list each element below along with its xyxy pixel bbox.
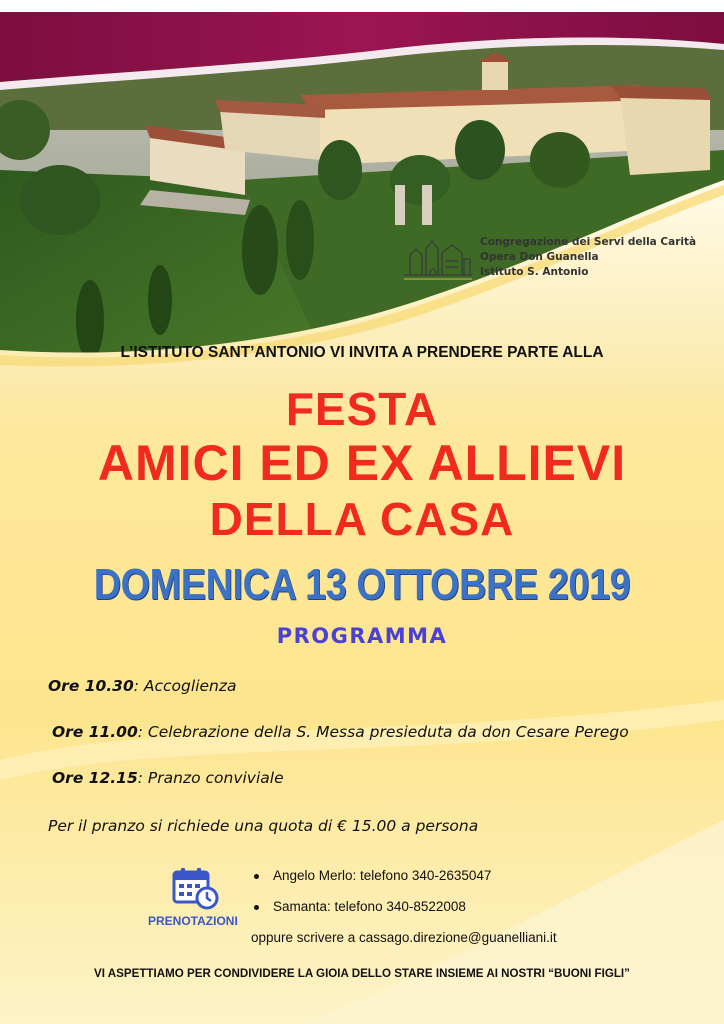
organization-line-1: Congregazione dei Servi della Carità	[480, 236, 697, 248]
program-item	[52, 723, 629, 741]
program-item	[48, 677, 237, 695]
event-date: DOMENICA 13 OTTOBRE 2019	[93, 560, 631, 609]
program-item-description: : Accoglienza	[133, 677, 237, 695]
program-item-description: : Pranzo conviviale	[137, 769, 284, 787]
event-title-line-2: AMICI ED EX ALLIEVI	[97, 435, 627, 491]
booking-label: PRENOTAZIONI	[148, 914, 238, 928]
program-item-description: : Celebrazione della S. Messa presieduta da don Cesare Perego	[137, 723, 629, 741]
program-heading: PROGRAMMA	[276, 624, 448, 648]
invite-text: L’ISTITUTO SANT’ANTONIO VI INVITA A PRENDERE PARTE ALLA	[120, 344, 604, 361]
program-item-time: Ore 12.15	[52, 769, 138, 787]
calendar-clock-icon	[171, 866, 219, 910]
program-item	[52, 769, 284, 787]
program-item-time: Ore 10.30	[48, 677, 134, 695]
organization-line-3: Istituto S. Antonio	[480, 266, 589, 278]
contact-line: Angelo Merlo: telefono 340-2635047	[273, 868, 492, 883]
bullet-icon	[254, 905, 259, 910]
email-line: oppure scrivere a cassago.direzione@guanelliani.it	[251, 930, 557, 945]
organization-logo	[402, 235, 702, 285]
institute-building-icon	[402, 235, 474, 281]
organization-name	[480, 235, 696, 280]
footer-text: VI ASPETTIAMO PER CONDIVIDERE LA GIOIA DELLO STARE INSIEME AI NOSTRI “BUONI FIGLI”	[94, 967, 630, 980]
bullet-icon	[254, 874, 259, 879]
lunch-fee-note: Per il pranzo si richiede una quota di € 15.00 a persona	[48, 817, 479, 835]
contact-line: Samanta: telefono 340-8522008	[273, 899, 466, 914]
event-title-line-3: DELLA CASA	[209, 493, 515, 545]
event-title-line-1: FESTA	[285, 383, 439, 435]
organization-line-2: Opera Don Guanella	[480, 251, 599, 263]
program-item-time: Ore 11.00	[52, 723, 138, 741]
